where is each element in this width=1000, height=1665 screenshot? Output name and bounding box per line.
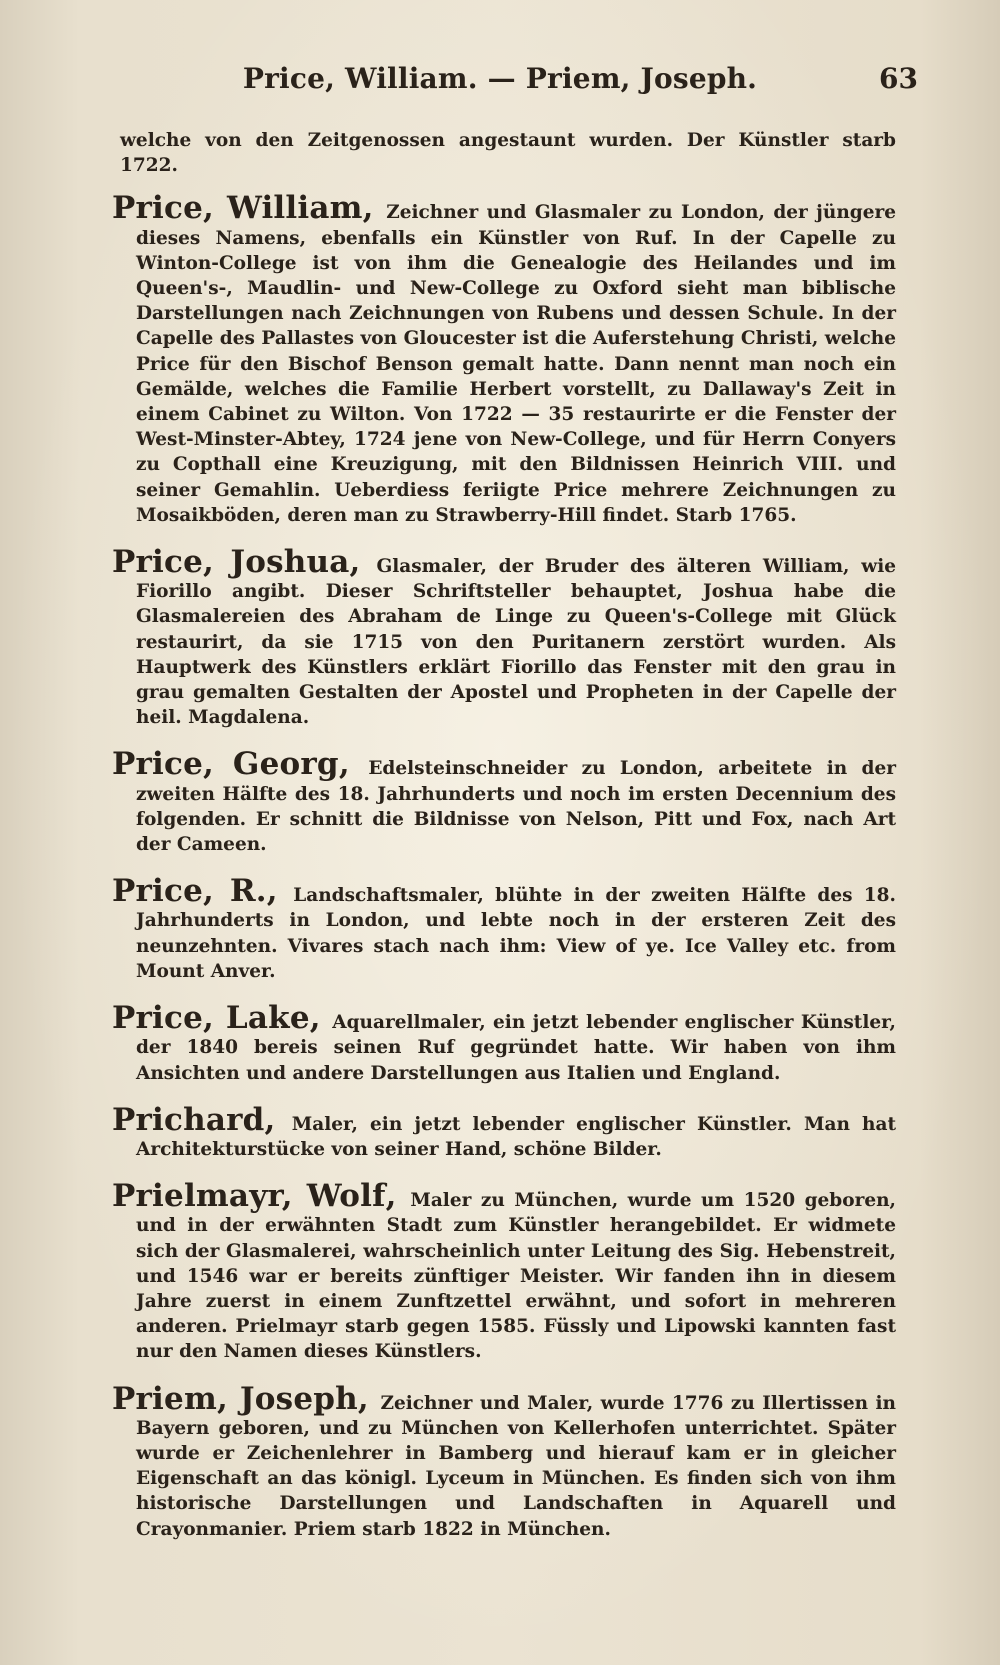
entry-text: Edelsteinschneider zu London, arbeitete in der zweiten Hälfte des 18. Jahrhunderts und noch im ersten Decennium des folgenden. Er schnitt die Bildnisse von Nelson, Pitt und Fox, nach Art der Cameen. [136,758,896,856]
entry-name: Price, William [112,190,363,227]
entry-name: Price, R. [112,873,267,910]
entry-text: welche von den Zeitgenossen angestaunt wurden. Der Künstler starb 1722. [120,130,896,177]
entry-price-georg: Price, Georg, Edelsteinschneider zu London, arbeitete in der zweiten Hälfte des 18. Jahrhunderts und noch im ersten Decennium des folgenden. Er schnitt die Bildnisse von Nelson, Pitt und Fox, nach Art der Cameen. [112,746,896,856]
entry-continuation [120,128,896,178]
entry-prielmayr-wolf: Prielmayr, Wolf, Maler zu München, wurde um 1520 geboren, und in der erwähnten Stadt zum Künstler herangebildet. Er widmete sich der Glasmalerei, wahrscheinlich unter Leitung des Sig. Hebenstreit, und 1546 war er bereits zünftiger Meister. Wir fanden ihn in diesem Jahre zuerst in einem Zunftzettel erwähnt, und sofort in mehreren anderen. Prielmayr starb gegen 1585. Füssly und Lipowski kannten fast nur den Namen dieses Künstlers. [112,1178,896,1363]
page-header [0,62,1000,102]
entry-text: Maler zu München, wurde um 1520 geboren, und in der erwähnten Stadt zum Künstler herangebildet. Er widmete sich der Glasmalerei, wahrscheinlich unter Leitung des Sig. Hebenstreit, und 1546 war er bereits zünftiger Meister. Wir fanden ihn in diesem Jahre zuerst in einem Zunftzettel erwähnt, und sofort in mehreren anderen. Prielmayr starb gegen 1585. Füssly und Lipowski kannten fast nur den Namen dieses Künstlers. [136,1190,896,1363]
entry-price-r: Price, R., Landschaftsmaler, blühte in der zweiten Hälfte des 18. Jahrhunderts in London, und lebte noch in der ersteren Zeit des neunzehnten. Vivares stach nach ihm: View of ye. Ice Valley etc. from Mount Anver. [112,873,896,982]
entry-text: Zeichner und Maler, wurde 1776 zu Illertissen in Bayern geboren, und zu München von Kellerhofen unterrichtet. Später wurde er Zeichenlehrer in Bamberg und hierauf kam er in gleicher Eigenschaft an das königl. Lyceum in München. Es finden sich von ihm historische Darstellungen und Landschaften in Aquarell und Crayonmanier. Priem starb 1822 in München. [136,1392,896,1540]
entry-text: Zeichner und Glasmaler zu London, der jüngere dieses Namens, ebenfalls ein Künstler von Ruf. In der Capelle zu Winton-College ist von ihm die Genealogie des Heilandes und im Queen's-, Maudlin- und New-College zu Oxford sieht man biblische Darstellungen nach Zeichnungen von Rubens und dessen Schule. In der Capelle des Pallastes von Gloucester ist die Auferstehung Christi, welche Price für den Bischof Benson gemalt hatte. Dann nennt man noch ein Gemälde, welches die Familie Herbert vorstellt, zu Dallaway's Zeit in einem Cabinet zu Wilton. Von 1722 — 35 restaurirte er die Fenster der West-Minster-Abtey, 1724 jene von New-College, und für Herrn Conyers zu Copthall eine Kreuzigung, mit den Bildnissen Heinrich VIII. und seiner Gemahlin. Ueberdiess feriigte Price mehrere Zeichnungen zu Mosaikböden, deren man zu Strawberry-Hill findet. Starb 1765. [136,202,896,526]
entry-text: Aquarellmaler, ein jetzt lebender englischer Künstler, der 1840 bereis seinen Ruf gegründet hatte. Wir haben von ihm Ansichten und andere Darstellungen aus Italien und England. [136,1012,896,1084]
entry-text: Landschaftsmaler, blühte in der zweiten Hälfte des 18. Jahrhunderts in London, und lebte noch in der ersteren Zeit des neunzehnten. Vivares stach nach ihm: View of ye. Ice Valley etc. from Mount Anver. [136,885,896,982]
entry-price-joshua: Price, Joshua, Glasmaler, der Bruder des älteren William, wie Fiorillo angibt. Dieser Schriftsteller behauptet, Joshua habe die Glasmalereien des Abraham de Linge zu Queen's-College mit Glück restaurirt, da sie 1715 von den Puritanern zerstört wurden. Als Hauptwerk des Künstlers erklärt Fiorillo das Fenster mit den grau in grau gemalten Gestalten der Apostel und Propheten in der Capelle der heil. Magdalena. [112,544,897,729]
entry-priem-joseph: Priem, Joseph, Zeichner und Maler, wurde 1776 zu Illertissen in Bayern geboren, und zu München von Kellerhofen unterrichtet. Später wurde er Zeichenlehrer in Bamberg und hierauf kam er in gleicher Eigenschaft an das königl. Lyceum in München. Es finden sich von ihm historische Darstellungen und Landschaften in Aquarell und Crayonmanier. Priem starb 1822 in München. [112,1380,896,1540]
running-title: Price, William. — Priem, Joseph. [242,62,758,95]
entry-price-william: Price, William, Zeichner und Glasmaler zu London, der jüngere dieses Namens, ebenfalls ein Künstler von Ruf. In der Capelle zu Winton-College ist von ihm die Genealogie des Heilandes und im Queen's-, Maudlin- und New-College zu Oxford sieht man biblische Darstellungen nach Zeichnungen von Rubens und dessen Schule. In der Capelle des Pallastes von Gloucester ist die Auferstehung Christi, welche Price für den Bischof Benson gemalt hatte. Dann nennt man noch ein Gemälde, welches die Familie Herbert vorstellt, zu Dallaway's Zeit in einem Cabinet zu Wilton. Von 1722 — 35 restaurirte er die Fenster der West-Minster-Abtey, 1724 jene von New-College, und für Herrn Conyers zu Copthall eine Kreuzigung, mit den Bildnissen Heinrich VIII. und seiner Gemahlin. Ueberdiess feriigte Price mehrere Zeichnungen zu Mosaikböden, deren man zu Strawberry-Hill findet. Starb 1765. [112,190,896,526]
entry-text: Maler, ein jetzt lebender englischer Künstler. Man hat Architekturstücke von seiner Hand, schöne Bilder. [136,1113,896,1160]
entry-price-lake: Price, Lake, Aquarellmaler, ein jetzt lebender englischer Künstler, der 1840 bereis seinen Ruf gegründet hatte. Wir haben von ihm Ansichten und andere Darstellungen aus Italien und England. [112,1000,896,1084]
entry-name: Priem, Joseph [112,1380,358,1417]
dictionary-entries [112,128,896,1564]
entry-name: Prichard [112,1101,265,1138]
entry-prichard: Prichard, Maler, ein jetzt lebender englischer Künstler. Man hat Architekturstücke von seiner Hand, schöne Bilder. [112,1101,896,1160]
entry-name: Price, Lake [112,1000,310,1037]
entry-name: Price, Georg [112,746,339,783]
page-number: 63 [879,62,918,95]
entry-text: Glasmaler, der Bruder des älteren William, wie Fiorillo angibt. Dieser Schriftsteller behauptet, Joshua habe die Glasmalereien des Abraham de Linge zu Queen's-College mit Glück restaurirt, da sie 1715 von den Puritanern zerstört wurden. Als Hauptwerk des Künstlers erklärt Fiorillo das Fenster mit den grau in grau gemalten Gestalten der Apostel und Propheten in der Capelle der heil. Magdalena. [136,556,897,729]
entry-name: Price, Joshua [112,544,350,581]
entry-name: Prielmayr, Wolf [112,1178,386,1215]
